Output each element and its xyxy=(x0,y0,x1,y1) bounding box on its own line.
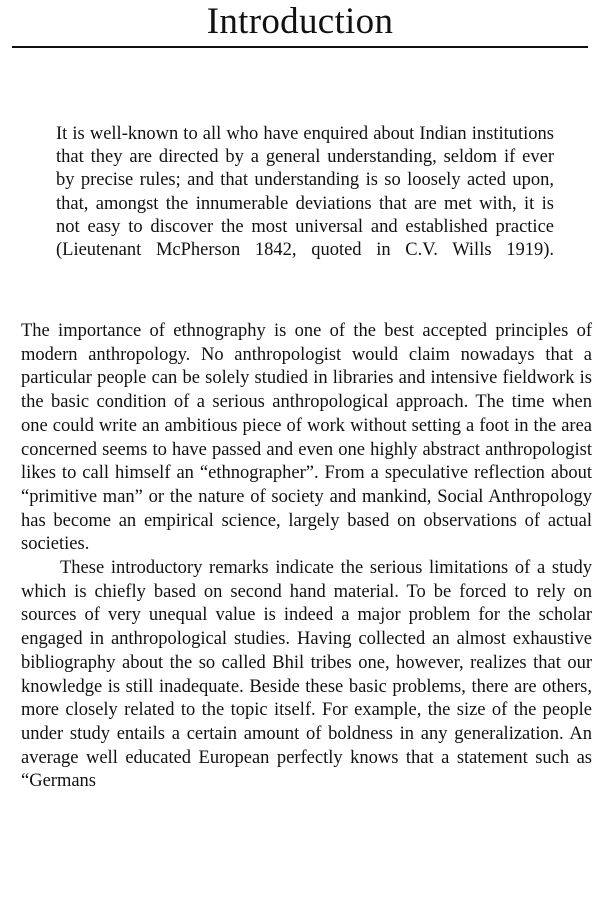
paragraph-1: The importance of ethnography is one of the best accepted principles of modern anthropology. No anthropologist would claim nowadays that a particular people can be solely studied in libraries and intensive fieldwork is the basic condition of a serious anthropological approach. The time when one could write an ambitious piece of work without setting a foot in the area concerned seems to have passed and even one highly abstract anthropologist likes to call himself an “ethnographer”. From a speculative reflection about “primitive man” or the nature of society and mankind, Social Anthropology has become an empirical science, largely based on observations of actual societies. xyxy=(21,321,592,555)
paragraph-2: These introductory remarks indicate the serious limitations of a study which is chiefly based on second hand material. To be forced to rely on sources of very unequal value is indeed a major problem for the scholar engaged in anthropological studies. Having collected an almost exhaustive bibliography about the so called Bhil tribes one, however, realizes that our knowledge is still inadequate. Beside these basic problems, there are others, more closely related to the topic itself. For example, the size of the people under study entails a certain amount of boldness in any generalization. An average well educated European perfectly knows that a statement such as “Germans xyxy=(21,558,592,792)
epigraph-quote: It is well-known to all who have enquired about Indian institutions that they are directed by a general understanding, seldom if ever by precise rules; and that understanding is so loosely acted upon, that, amongst the innumerable deviations that are met with, it is not easy to discover the most universal and established practice (Lieutenant McPherson 1842, quoted in C.V. Wills 1919). xyxy=(56,124,554,261)
body-text xyxy=(21,320,592,794)
title-underline xyxy=(12,46,588,48)
chapter-title: Introduction xyxy=(206,1,394,42)
